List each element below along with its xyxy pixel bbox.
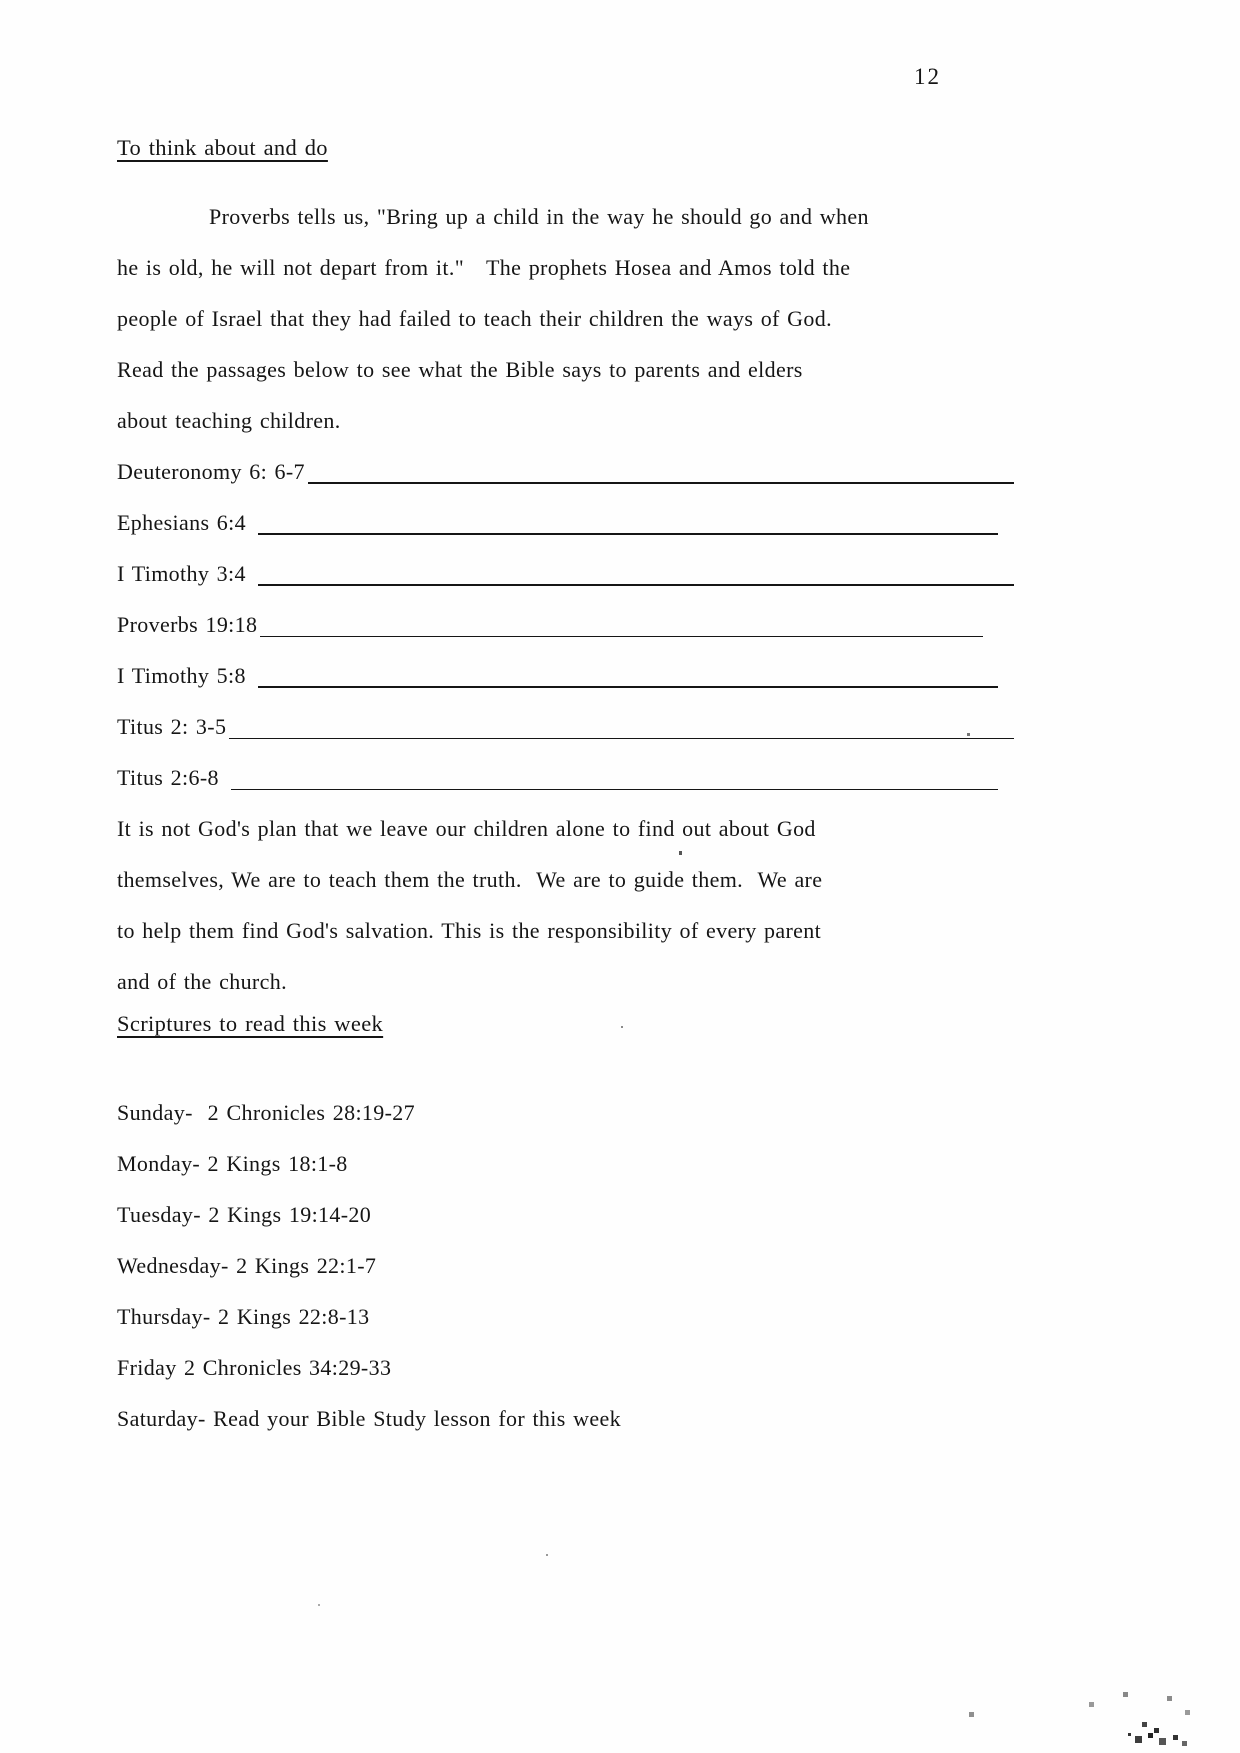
weekly-readings-list <box>117 1087 1014 1444</box>
paragraph-line: It is not God's plan that we leave our children alone to find out about God <box>117 816 816 841</box>
scripture-ref-label: I Timothy 5:8 <box>117 663 246 688</box>
scan-noise-speck <box>318 1604 320 1606</box>
paragraph-line: to help them find God's salvation. This is the responsibility of every parent <box>117 918 822 943</box>
scripture-ref-label: Deuteronomy 6: 6-7 <box>117 459 305 484</box>
blank-underline <box>260 636 983 637</box>
fill-in-blank-row <box>117 497 1014 548</box>
paragraph-line: Read the passages below to see what the Bible says to parents and elders <box>117 357 803 382</box>
paragraph-line: themselves, We are to teach them the truth. We are to guide them. We are <box>117 867 823 892</box>
scripture-fill-in-list <box>117 446 1014 803</box>
page-content <box>117 131 1014 1444</box>
blank-underline <box>231 789 998 790</box>
paragraph-line: he is old, he will not depart from it." The prophets Hosea and Amos told the <box>117 255 851 280</box>
scan-noise-speck <box>967 733 970 736</box>
reading-item-friday: Friday 2 Chronicles 34:29-33 <box>117 1355 392 1380</box>
reading-item-saturday: Saturday- Read your Bible Study lesson for this week <box>117 1406 621 1431</box>
blank-underline <box>258 686 998 688</box>
fill-in-blank-row <box>117 650 1014 701</box>
scan-noise-speck <box>546 1554 548 1556</box>
scripture-ref-label: Ephesians 6:4 <box>117 510 246 535</box>
paragraph-line: and of the church. <box>117 969 287 994</box>
reading-item-thursday: Thursday- 2 Kings 22:8-13 <box>117 1304 370 1329</box>
fill-in-blank-row <box>117 548 1014 599</box>
scripture-ref-label: Titus 2:6-8 <box>117 765 219 790</box>
fill-in-blank-row <box>117 752 1014 803</box>
scripture-ref-label: I Timothy 3:4 <box>117 561 246 586</box>
fill-in-blank-row <box>117 701 1014 752</box>
scan-noise-cluster <box>1128 1733 1131 1736</box>
blank-underline <box>258 584 1014 586</box>
page-number: 12 <box>914 64 941 89</box>
paragraph-line: people of Israel that they had failed to teach their children the ways of God. <box>117 306 832 331</box>
scripture-ref-label: Titus 2: 3-5 <box>117 714 227 739</box>
scripture-ref-label: Proverbs 19:18 <box>117 612 258 637</box>
fill-in-blank-row <box>117 446 1014 497</box>
paragraph-line: Proverbs tells us, "Bring up a child in the way he should go and when <box>209 204 869 229</box>
section-heading-to-think-about: To think about and do <box>117 135 328 160</box>
reading-item-wednesday: Wednesday- 2 Kings 22:1-7 <box>117 1253 377 1278</box>
reading-item-monday: Monday- 2 Kings 18:1-8 <box>117 1151 348 1176</box>
scan-noise-speck <box>621 1026 623 1028</box>
blank-underline <box>229 738 1014 739</box>
paragraph-line: about teaching children. <box>117 408 341 433</box>
intro-paragraph <box>117 191 1014 446</box>
scan-noise-speck <box>679 851 682 855</box>
reading-item-tuesday: Tuesday- 2 Kings 19:14-20 <box>117 1202 372 1227</box>
section-heading-scriptures-to-read: Scriptures to read this week <box>117 1011 384 1036</box>
blank-underline <box>258 533 998 535</box>
fill-in-blank-row <box>117 599 1014 650</box>
blank-underline <box>308 482 1014 484</box>
reading-item-sunday: Sunday- 2 Chronicles 28:19-27 <box>117 1100 415 1125</box>
closing-paragraph <box>117 803 1014 1007</box>
